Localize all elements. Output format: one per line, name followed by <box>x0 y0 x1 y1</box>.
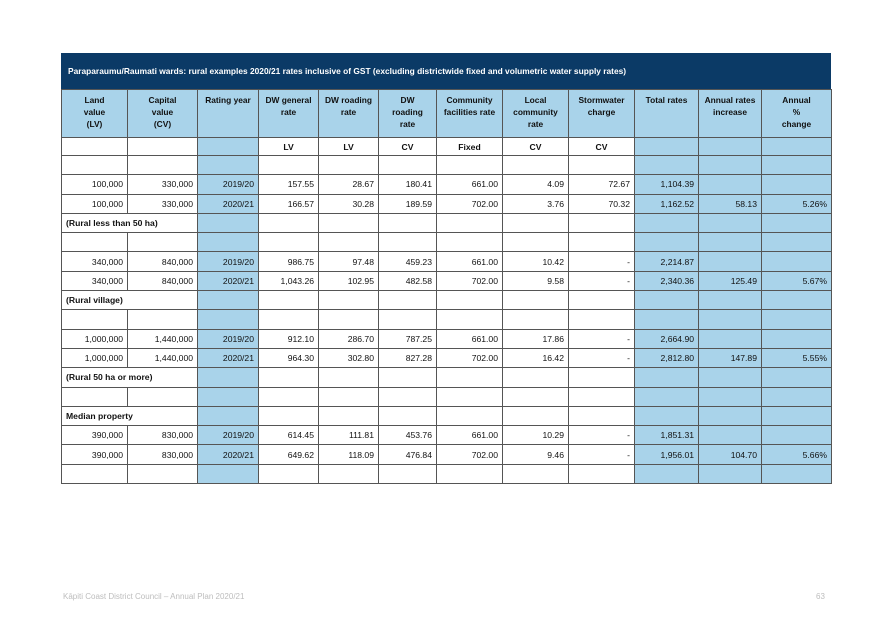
table-cell <box>319 464 379 483</box>
table-cell <box>635 464 699 483</box>
table-cell <box>62 387 128 406</box>
table-row <box>62 445 832 464</box>
table-cell <box>319 291 379 310</box>
table-cell <box>128 387 198 406</box>
column-header-line: roading <box>392 107 423 117</box>
table-cell <box>699 426 762 445</box>
column-header <box>437 90 503 138</box>
table-row <box>62 271 832 290</box>
table-cell <box>569 387 635 406</box>
table-cell: 2,214.87 <box>635 252 699 271</box>
table-cell <box>379 233 437 252</box>
table-cell: 180.41 <box>379 175 437 194</box>
column-header-line: (CV) <box>153 119 172 129</box>
table-cell <box>198 368 259 387</box>
table-cell <box>762 175 832 194</box>
table-cell: 1,000,000 <box>62 329 128 348</box>
rate-basis-cell <box>128 138 198 156</box>
table-cell <box>259 368 319 387</box>
table-cell: 702.00 <box>437 271 503 290</box>
table-cell: 286.70 <box>319 329 379 348</box>
table-cell <box>762 252 832 271</box>
table-cell: 390,000 <box>62 445 128 464</box>
table-cell <box>503 291 569 310</box>
table-row <box>62 252 832 271</box>
rate-basis-cell: CV <box>379 138 437 156</box>
table-body <box>62 156 832 484</box>
table-cell <box>379 368 437 387</box>
table-cell: 830,000 <box>128 426 198 445</box>
table-cell: 702.00 <box>437 194 503 213</box>
table-row <box>62 329 832 348</box>
table-cell: 2020/21 <box>198 194 259 213</box>
section-label: (Rural 50 ha or more) <box>62 368 198 387</box>
column-header-line: DW roading <box>325 95 372 105</box>
table-cell: 1,104.39 <box>635 175 699 194</box>
table-cell <box>319 406 379 425</box>
table-cell <box>198 233 259 252</box>
column-header-line: Local <box>524 95 547 105</box>
table-cell <box>259 213 319 232</box>
table-cell <box>635 213 699 232</box>
table-cell <box>503 233 569 252</box>
table-cell <box>198 387 259 406</box>
table-cell <box>259 156 319 175</box>
table-cell <box>319 213 379 232</box>
section-label-row <box>62 368 832 387</box>
table-cell <box>569 291 635 310</box>
column-header <box>62 90 128 138</box>
table-cell <box>503 310 569 329</box>
table-cell <box>635 156 699 175</box>
table-cell: 125.49 <box>699 271 762 290</box>
column-header-line: rate <box>280 107 297 117</box>
table-cell: - <box>569 252 635 271</box>
table-cell <box>319 310 379 329</box>
table-cell <box>569 368 635 387</box>
table-cell: 453.76 <box>379 426 437 445</box>
table-cell: 70.32 <box>569 194 635 213</box>
table-cell <box>379 310 437 329</box>
table-cell <box>198 213 259 232</box>
table-cell <box>762 426 832 445</box>
table-cell: 2019/20 <box>198 175 259 194</box>
table-cell <box>635 233 699 252</box>
table-cell <box>319 156 379 175</box>
table-cell <box>319 233 379 252</box>
table-cell: 5.67% <box>762 271 832 290</box>
table-cell: 111.81 <box>319 426 379 445</box>
table-row <box>62 348 832 367</box>
table-cell: 840,000 <box>128 252 198 271</box>
table-cell <box>503 387 569 406</box>
table-cell: 302.80 <box>319 348 379 367</box>
column-header <box>699 90 762 138</box>
table-cell: 482.58 <box>379 271 437 290</box>
blank-row <box>62 310 832 329</box>
column-header-line: value <box>151 107 174 117</box>
table-cell: 1,043.26 <box>259 271 319 290</box>
rate-basis-cell: Fixed <box>437 138 503 156</box>
table-cell: 661.00 <box>437 329 503 348</box>
table-cell: 97.48 <box>319 252 379 271</box>
column-header <box>128 90 198 138</box>
table-cell <box>259 406 319 425</box>
table-cell <box>319 387 379 406</box>
table-cell: 2020/21 <box>198 445 259 464</box>
table-cell: 649.62 <box>259 445 319 464</box>
column-header-line: Rating year <box>205 95 251 105</box>
table-cell: 1,440,000 <box>128 348 198 367</box>
table-cell <box>62 464 128 483</box>
table-cell <box>437 310 503 329</box>
table-cell <box>437 368 503 387</box>
table-cell: 390,000 <box>62 426 128 445</box>
table-cell <box>699 291 762 310</box>
table-cell: - <box>569 329 635 348</box>
table-cell <box>503 368 569 387</box>
column-header <box>569 90 635 138</box>
column-header <box>635 90 699 138</box>
table-cell: 104.70 <box>699 445 762 464</box>
table-title: Paraparaumu/Raumati wards: rural examples 2020/21 rates inclusive of GST (excluding districtwide fixed and volumetric water supply rates) <box>61 53 831 89</box>
rate-basis-cell <box>699 138 762 156</box>
table-cell: 9.58 <box>503 271 569 290</box>
table-row <box>62 175 832 194</box>
column-header-line: Stormwater <box>578 95 625 105</box>
table-cell: 58.13 <box>699 194 762 213</box>
rates-table <box>61 89 832 484</box>
table-cell: 5.55% <box>762 348 832 367</box>
table-cell <box>259 310 319 329</box>
blank-row <box>62 233 832 252</box>
table-cell <box>437 387 503 406</box>
table-cell: 614.45 <box>259 426 319 445</box>
section-label: Median property <box>62 406 198 425</box>
table-cell <box>762 233 832 252</box>
column-header-line: rate <box>399 119 416 129</box>
table-cell: - <box>569 445 635 464</box>
column-header-line: DW <box>400 95 415 105</box>
table-cell <box>198 310 259 329</box>
rate-basis-cell <box>635 138 699 156</box>
table-cell <box>379 156 437 175</box>
section-label: (Rural village) <box>62 291 198 310</box>
table-cell: 2,812.80 <box>635 348 699 367</box>
column-header-line: rate <box>340 107 357 117</box>
table-cell: - <box>569 271 635 290</box>
column-header-line: (LV) <box>86 119 103 129</box>
column-header-line: % <box>792 107 801 117</box>
table-cell: 3.76 <box>503 194 569 213</box>
table-cell: 2019/20 <box>198 329 259 348</box>
column-header-line: Land <box>84 95 105 105</box>
table-cell <box>762 406 832 425</box>
table-cell <box>437 213 503 232</box>
table-cell <box>198 156 259 175</box>
table-cell: 787.25 <box>379 329 437 348</box>
rates-table-container <box>61 53 831 484</box>
table-cell <box>635 368 699 387</box>
table-cell <box>762 464 832 483</box>
table-cell: 10.29 <box>503 426 569 445</box>
table-cell: 1,851.31 <box>635 426 699 445</box>
table-cell <box>635 291 699 310</box>
table-cell <box>699 233 762 252</box>
rate-basis-row <box>62 138 832 156</box>
table-cell: 840,000 <box>128 271 198 290</box>
table-cell: 9.46 <box>503 445 569 464</box>
table-cell <box>437 156 503 175</box>
table-cell: 1,956.01 <box>635 445 699 464</box>
table-cell <box>699 387 762 406</box>
rate-basis-cell <box>62 138 128 156</box>
rate-basis-cell: LV <box>259 138 319 156</box>
table-cell <box>198 464 259 483</box>
table-cell: 102.95 <box>319 271 379 290</box>
table-cell: 16.42 <box>503 348 569 367</box>
table-cell <box>128 310 198 329</box>
table-cell <box>762 387 832 406</box>
table-cell: 2020/21 <box>198 271 259 290</box>
column-header-line: value <box>83 107 106 117</box>
column-header <box>319 90 379 138</box>
table-cell <box>437 233 503 252</box>
table-cell: 661.00 <box>437 175 503 194</box>
table-cell <box>699 310 762 329</box>
table-cell <box>379 464 437 483</box>
column-header-line: charge <box>587 107 616 117</box>
table-cell <box>699 329 762 348</box>
table-cell <box>259 291 319 310</box>
table-cell <box>569 213 635 232</box>
column-header-line: Annual rates <box>704 95 756 105</box>
column-header-line: increase <box>713 107 747 117</box>
table-cell <box>128 464 198 483</box>
column-header-line: Annual <box>782 95 811 105</box>
footer-text: Kāpiti Coast District Council – Annual Plan 2020/21 <box>63 592 245 601</box>
table-cell <box>379 387 437 406</box>
table-cell: 166.57 <box>259 194 319 213</box>
table-cell: 118.09 <box>319 445 379 464</box>
table-cell <box>569 406 635 425</box>
blank-row <box>62 156 832 175</box>
table-cell: 5.26% <box>762 194 832 213</box>
section-label-row <box>62 406 832 425</box>
table-cell <box>699 464 762 483</box>
table-cell: 1,440,000 <box>128 329 198 348</box>
table-cell <box>379 406 437 425</box>
table-cell <box>762 156 832 175</box>
table-cell <box>569 464 635 483</box>
table-cell: 1,000,000 <box>62 348 128 367</box>
table-cell: 100,000 <box>62 175 128 194</box>
column-header <box>503 90 569 138</box>
column-header <box>198 90 259 138</box>
table-cell: 2,664.90 <box>635 329 699 348</box>
page-number: 63 <box>816 592 825 601</box>
table-cell <box>762 368 832 387</box>
table-cell: 702.00 <box>437 445 503 464</box>
table-cell <box>128 233 198 252</box>
rate-basis-cell: CV <box>569 138 635 156</box>
table-cell <box>62 310 128 329</box>
table-cell <box>762 213 832 232</box>
table-cell <box>569 310 635 329</box>
section-label: (Rural less than 50 ha) <box>62 213 198 232</box>
table-cell <box>699 175 762 194</box>
table-cell: 147.89 <box>699 348 762 367</box>
table-cell <box>699 252 762 271</box>
table-cell <box>699 156 762 175</box>
table-cell: 2019/20 <box>198 426 259 445</box>
rate-basis-cell <box>198 138 259 156</box>
table-cell: 330,000 <box>128 194 198 213</box>
table-cell: 17.86 <box>503 329 569 348</box>
table-cell: 30.28 <box>319 194 379 213</box>
table-cell: 827.28 <box>379 348 437 367</box>
table-cell: 964.30 <box>259 348 319 367</box>
column-header-line: Community <box>446 95 493 105</box>
column-header-line: DW general <box>265 95 312 105</box>
column-header <box>379 90 437 138</box>
table-cell <box>503 406 569 425</box>
table-cell: 157.55 <box>259 175 319 194</box>
section-label-row <box>62 291 832 310</box>
column-header-line: community <box>513 107 558 117</box>
table-cell <box>379 213 437 232</box>
table-cell: 661.00 <box>437 426 503 445</box>
table-cell <box>762 310 832 329</box>
blank-row <box>62 387 832 406</box>
table-cell <box>259 464 319 483</box>
table-cell <box>198 291 259 310</box>
table-cell <box>259 387 319 406</box>
table-cell <box>762 291 832 310</box>
table-cell <box>569 156 635 175</box>
table-cell: 459.23 <box>379 252 437 271</box>
table-cell <box>437 406 503 425</box>
table-cell <box>379 291 437 310</box>
table-cell <box>635 406 699 425</box>
column-header-line: Total rates <box>645 95 688 105</box>
table-cell: 2019/20 <box>198 252 259 271</box>
column-header <box>762 90 832 138</box>
table-cell <box>699 213 762 232</box>
table-cell <box>198 406 259 425</box>
table-row <box>62 426 832 445</box>
rate-basis-cell <box>762 138 832 156</box>
table-cell <box>128 156 198 175</box>
table-cell <box>437 464 503 483</box>
table-cell: 340,000 <box>62 252 128 271</box>
table-cell: 10.42 <box>503 252 569 271</box>
table-cell <box>62 156 128 175</box>
table-cell: 661.00 <box>437 252 503 271</box>
table-cell <box>503 213 569 232</box>
table-cell <box>569 233 635 252</box>
table-cell: - <box>569 348 635 367</box>
table-cell: 330,000 <box>128 175 198 194</box>
table-cell <box>699 406 762 425</box>
rate-basis-cell: LV <box>319 138 379 156</box>
column-header-line: change <box>781 119 812 129</box>
table-cell <box>62 233 128 252</box>
table-cell: - <box>569 426 635 445</box>
table-cell: 5.66% <box>762 445 832 464</box>
table-cell <box>635 310 699 329</box>
blank-row <box>62 464 832 483</box>
table-cell: 28.67 <box>319 175 379 194</box>
table-cell <box>319 368 379 387</box>
table-cell <box>503 156 569 175</box>
column-header <box>259 90 319 138</box>
table-cell: 72.67 <box>569 175 635 194</box>
table-cell <box>699 368 762 387</box>
table-cell: 189.59 <box>379 194 437 213</box>
table-cell: 986.75 <box>259 252 319 271</box>
table-cell <box>259 233 319 252</box>
table-cell: 702.00 <box>437 348 503 367</box>
column-header-line: Capital <box>148 95 177 105</box>
table-cell: 1,162.52 <box>635 194 699 213</box>
table-cell: 100,000 <box>62 194 128 213</box>
table-cell <box>635 387 699 406</box>
rate-basis-cell: CV <box>503 138 569 156</box>
table-cell: 912.10 <box>259 329 319 348</box>
table-cell: 476.84 <box>379 445 437 464</box>
table-cell <box>762 329 832 348</box>
table-cell <box>437 291 503 310</box>
table-cell <box>503 464 569 483</box>
table-row <box>62 194 832 213</box>
section-label-row <box>62 213 832 232</box>
column-header-line: rate <box>527 119 544 129</box>
column-header-row <box>62 90 832 138</box>
table-cell: 4.09 <box>503 175 569 194</box>
column-header-line: facilities rate <box>443 107 496 117</box>
table-cell: 340,000 <box>62 271 128 290</box>
table-cell: 2020/21 <box>198 348 259 367</box>
table-cell: 2,340.36 <box>635 271 699 290</box>
table-cell: 830,000 <box>128 445 198 464</box>
